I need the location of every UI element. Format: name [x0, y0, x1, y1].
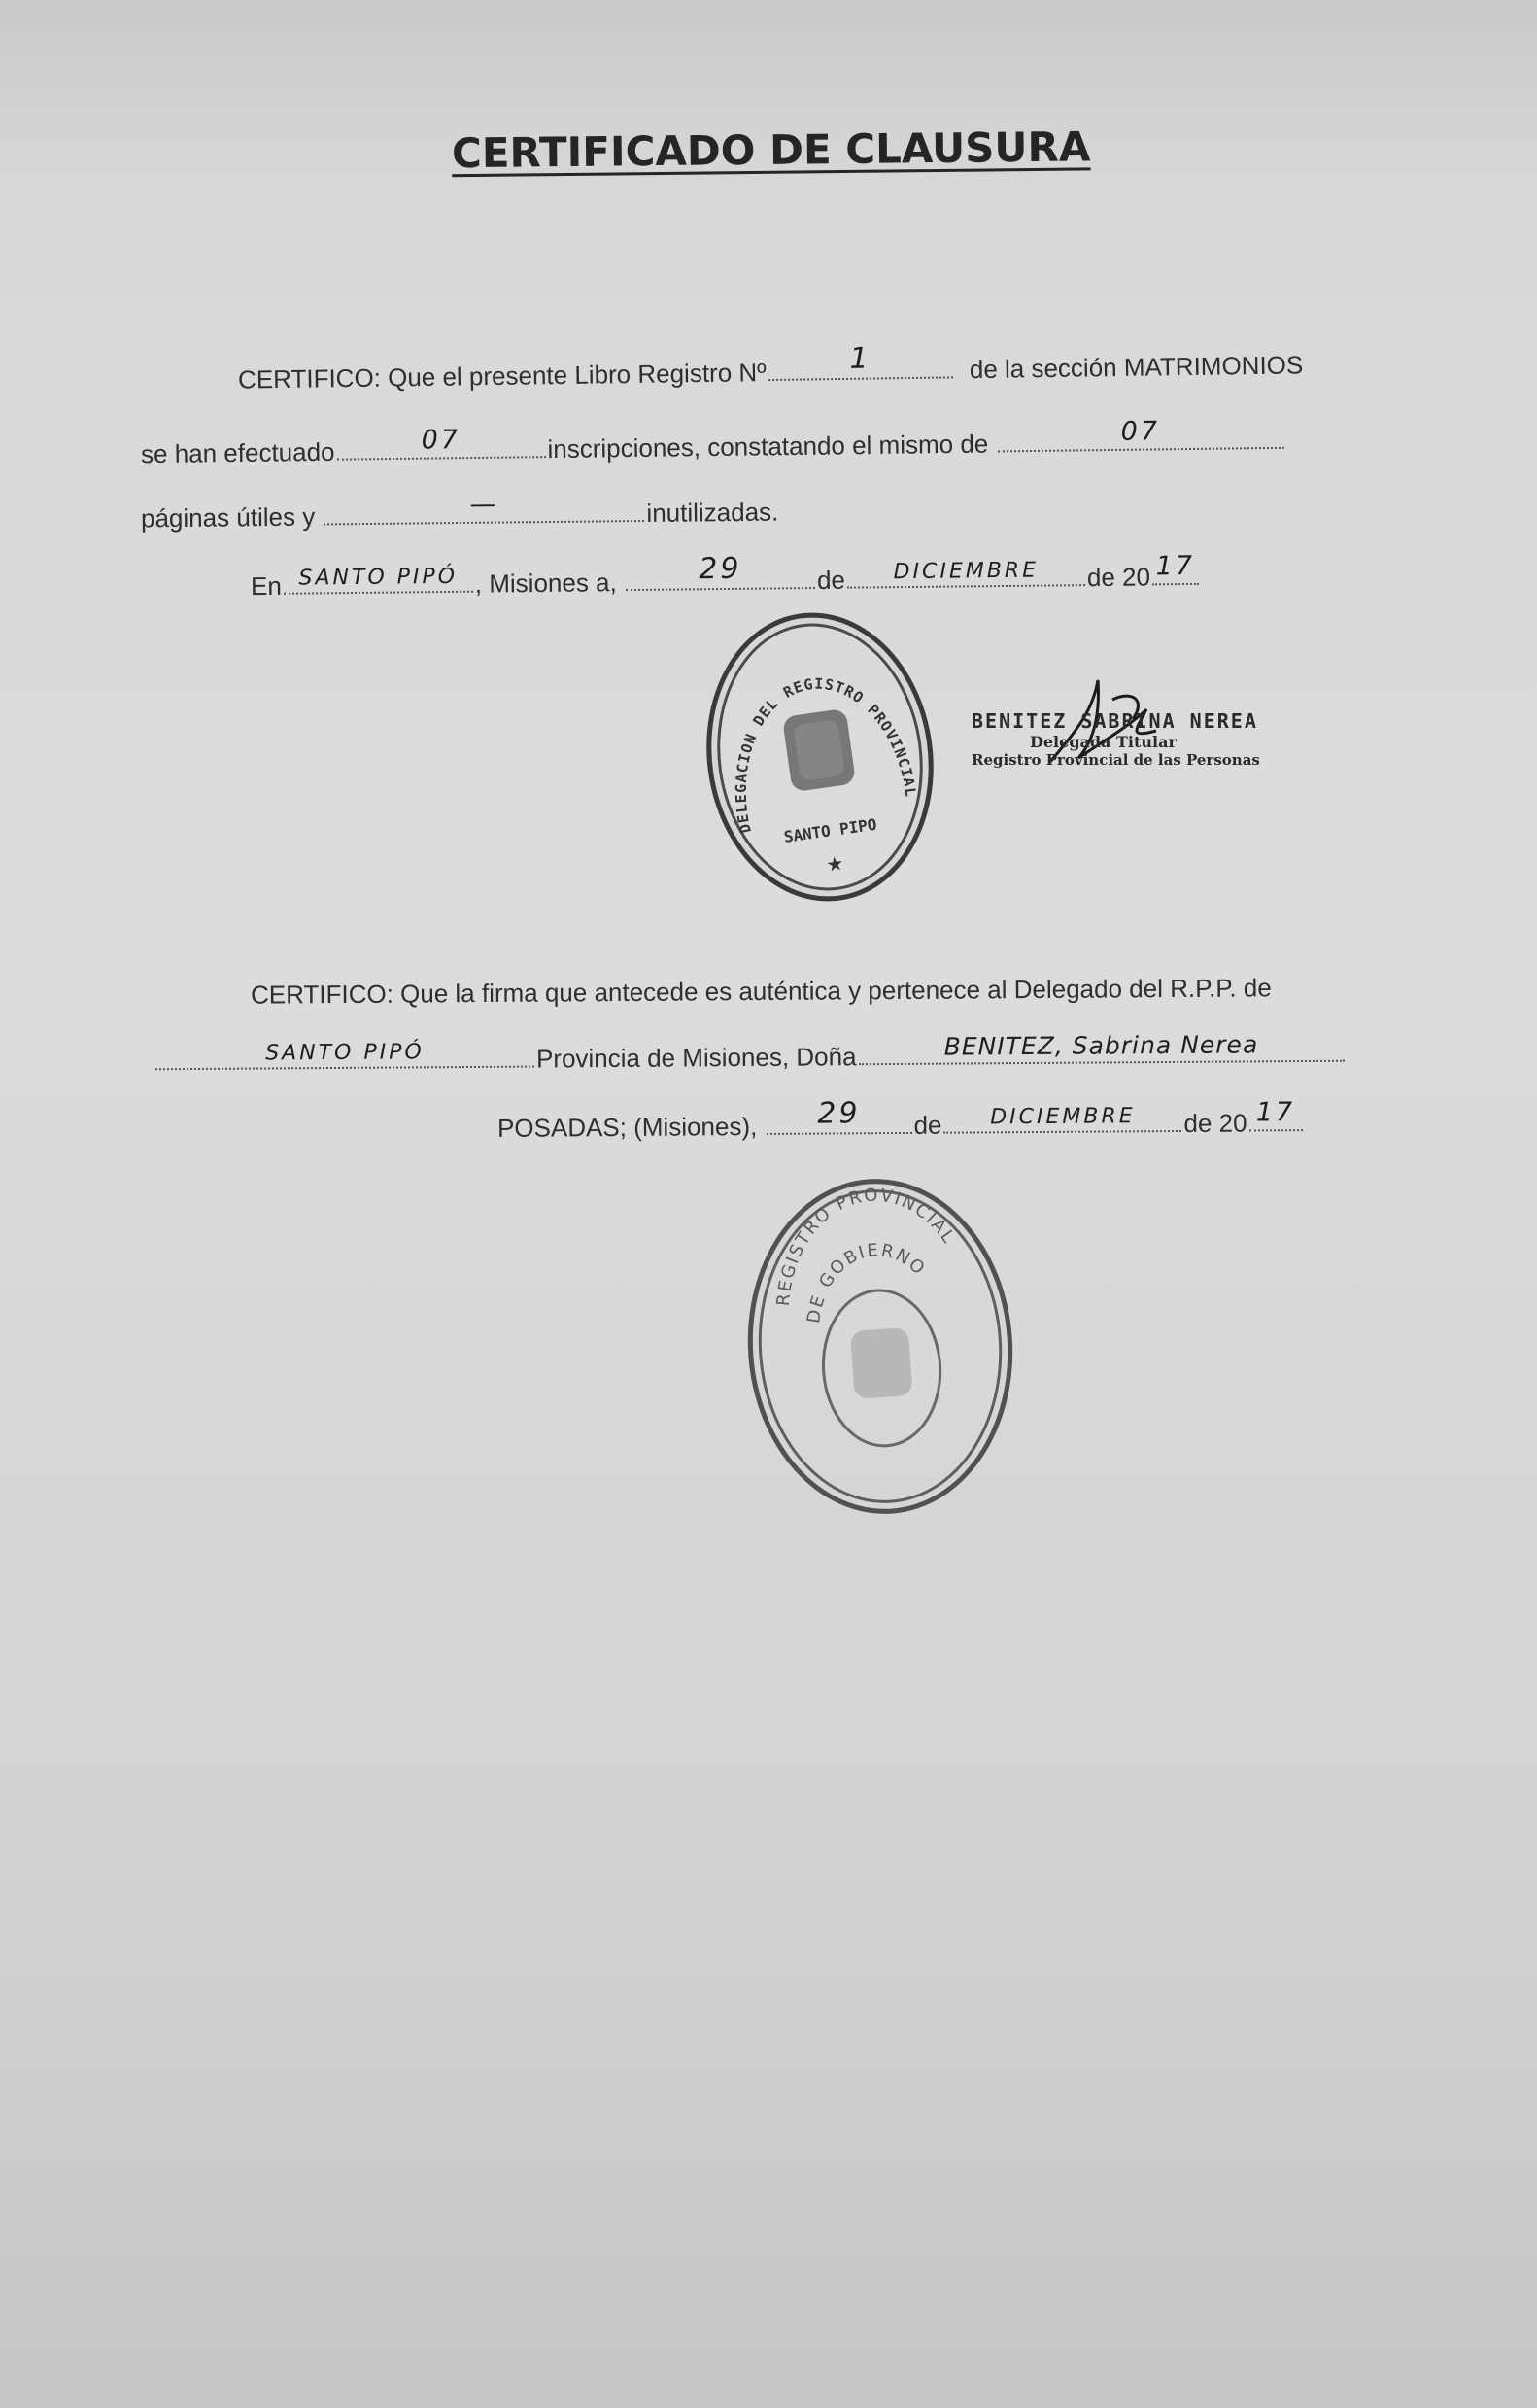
- cert1-text: , Misiones a,: [474, 568, 617, 599]
- handwritten-dia: 29: [699, 551, 742, 587]
- cert2-text: de 20: [1183, 1108, 1247, 1138]
- field-inutilizadas: [324, 489, 645, 525]
- field-cert2-anio: [1249, 1097, 1303, 1131]
- cert2-line-1: [251, 973, 1272, 1010]
- handwritten-paginas: 07: [1120, 416, 1161, 447]
- field-anio: [1152, 550, 1199, 586]
- signature-stamp: [972, 709, 1292, 769]
- cert1-text: páginas útiles y: [140, 501, 316, 533]
- handwritten-anio: 17: [1155, 550, 1196, 582]
- field-cert2-nombre: [859, 1030, 1345, 1065]
- cert1-text: En: [250, 570, 282, 602]
- cert1-text: de la sección MATRIMONIOS: [969, 350, 1304, 385]
- registry-seal-icon: [688, 598, 951, 915]
- cert1-text: inutilizadas.: [646, 497, 779, 528]
- field-mes: [847, 558, 1085, 589]
- signatory-org: Registro Provincial de las Personas: [972, 751, 1260, 769]
- signatory-role: Delegada Titular: [1030, 733, 1177, 751]
- cert2-text: POSADAS; (Misiones),: [496, 1112, 758, 1143]
- field-libro-numero: [768, 341, 953, 381]
- cert2-line-3: [496, 1096, 1305, 1144]
- handwritten-cert2-nombre: BENITEZ, Sabrina Nerea: [943, 1030, 1259, 1061]
- seal-inner-text: SANTO PIPO: [782, 814, 878, 846]
- seal2-graphic: [742, 1175, 1019, 1517]
- cert1-text: se han efectuado: [140, 436, 335, 469]
- seal2-inner-text: DE GOBIERNO: [803, 1240, 930, 1325]
- handwritten-cert2-lugar: SANTO PIPÓ: [265, 1040, 425, 1066]
- handwritten-cert2-anio: 17: [1255, 1097, 1296, 1128]
- seal-graphic: [694, 603, 946, 911]
- cert1-text: de: [816, 565, 846, 596]
- document-title: CERTIFICADO DE CLAUSURA: [451, 122, 1091, 178]
- seal-outer-text: DELEGACION DEL REGISTRO PROVINCIAL DE LAS PERSONAS: [694, 619, 920, 835]
- field-cert2-lugar: [155, 1040, 534, 1071]
- svg-text:REGISTRO PROVINCIAL: [766, 1180, 964, 1309]
- handwritten-inutilizadas: —: [469, 489, 499, 520]
- cert2-text: de: [913, 1110, 942, 1140]
- handwritten-mes: DICIEMBRE: [893, 558, 1040, 585]
- cert1-text: de 20: [1086, 562, 1151, 593]
- signatory-name: BENITEZ SABRINA NEREA: [972, 709, 1258, 733]
- cert1-line-1: [237, 341, 1304, 395]
- government-seal-icon: [736, 1170, 1023, 1523]
- field-cert2-mes: [943, 1104, 1181, 1134]
- field-cert2-dia: [767, 1096, 912, 1135]
- seal2-outer-text: REGISTRO PROVINCIAL: [772, 1185, 960, 1307]
- handwritten-cert2-dia: 29: [817, 1096, 861, 1131]
- cert2-text: CERTIFICO: Que la firma que antecede es auténtica y pertenece al Delegado del R.P.P. de: [250, 973, 1272, 1010]
- cert2-text: Provincia de Misiones, Doña: [535, 1042, 857, 1074]
- cert1-line-4: [250, 550, 1201, 602]
- cert1-line-2: [140, 416, 1286, 469]
- field-lugar: [284, 564, 473, 595]
- handwritten-lugar: SANTO PIPÓ: [298, 564, 459, 591]
- field-inscripciones: [337, 425, 546, 461]
- handwritten-cert2-mes: DICIEMBRE: [990, 1104, 1136, 1130]
- svg-text:DE GOBIERNO: [799, 1237, 934, 1326]
- cert2-line-2: [154, 1030, 1347, 1078]
- cert1-text: CERTIFICO: Que el presente Libro Registro Nº: [237, 358, 767, 395]
- handwritten-libro-numero: 1: [849, 341, 871, 376]
- field-paginas: [998, 416, 1284, 453]
- cert1-line-3: [140, 489, 779, 534]
- cert1-text: inscripciones, constatando el mismo de: [547, 429, 989, 464]
- field-dia: [626, 551, 815, 591]
- svg-text:★: ★: [825, 852, 845, 877]
- handwritten-inscripciones: 07: [421, 425, 461, 456]
